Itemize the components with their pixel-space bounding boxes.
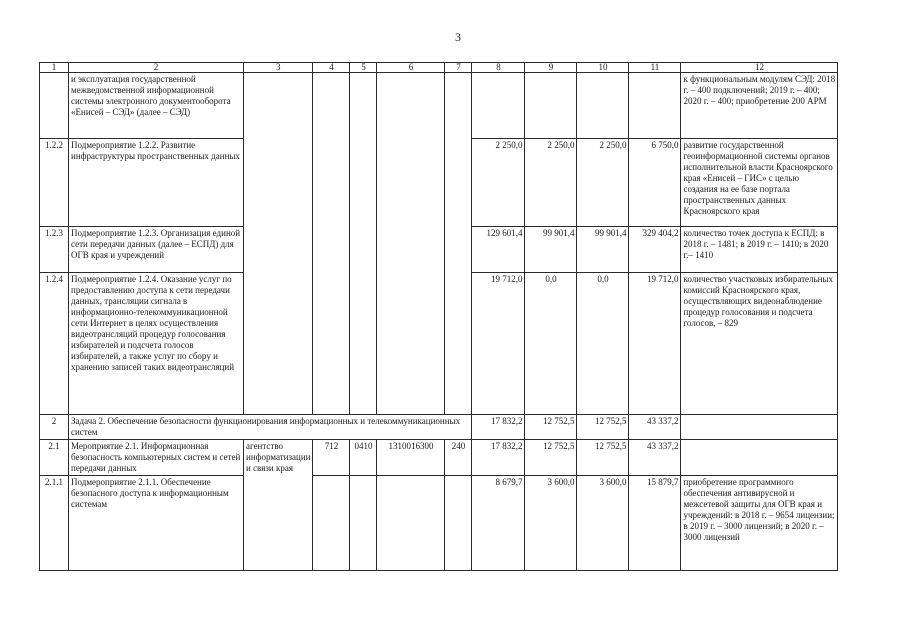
row-name: Подмероприятие 1.2.4. Оказание услуг по предоставлению доступа к сети передачи данных, трансляции сигнала в информационно-телекоммуникационной сети Интернет в целях осуществления видеотрансляций процедур голосования избирателей и подсчета голосов избирателей, а также услуг по сбору и хранению записей таких видеотрансляций [69,273,244,415]
value-2019: 3 600,0 [525,476,577,571]
header-cell: 6 [377,63,445,73]
value-total: 19 712,0 [629,273,681,415]
value-2019: 12 752,5 [525,415,577,440]
value-2019: 0,0 [525,273,577,415]
code-cell [313,476,350,571]
code-cell [350,73,377,415]
value-2020: 12 752,5 [577,440,629,476]
row-name: Подмероприятие 1.2.2. Развитие инфраструктуры пространственных данных [69,139,244,227]
value-2018: 17 832,2 [472,440,525,476]
row-number: 1.2.4 [40,273,69,415]
header-cell: 3 [244,63,313,73]
header-cell: 4 [313,63,350,73]
code-cell [313,73,350,415]
column-number-row [40,63,838,73]
program-table [39,62,838,571]
code-cell [445,73,472,415]
row-number: 2.1 [40,440,69,476]
header-cell: 7 [445,63,472,73]
row-result: приобретение программного обеспечения антивирусной и межсетевой защиты для ОГВ края и учреждений: в 2018 г. – 9654 лицензии; в 2019 г. – 3000 лицензий; в 2020 г. – 3000 лицензий [681,476,838,571]
value-2020: 3 600,0 [577,476,629,571]
code-vr: 240 [445,440,472,476]
code-gr: 712 [313,440,350,476]
table-row [40,476,838,571]
header-cell: 12 [681,63,838,73]
row-name: Подмероприятие 1.2.3. Организация единой сети передачи данных (далее – ЕСПД) для ОГВ края и учреждений [69,227,244,273]
executor-cell [244,73,313,415]
value-total [629,73,681,139]
table-row [40,415,838,440]
executor-cell: агентство информатизации и связи края [244,440,313,571]
table-row [40,440,838,476]
code-cell [377,73,445,415]
row-result: к функциональным модулям СЭД: 2018 г. – 400 подключений; 2019 г. – 400; 2020 г. – 400; приобретение 200 АРМ [681,73,838,139]
value-2020: 2 250,0 [577,139,629,227]
header-cell: 11 [629,63,681,73]
value-2020: 12 752,5 [577,415,629,440]
row-name: Задача 2. Обеспечение безопасности функционирования информационных и телекоммуникационных систем [69,415,472,440]
value-2019: 2 250,0 [525,139,577,227]
value-2019: 99 901,4 [525,227,577,273]
value-2018: 8 679,7 [472,476,525,571]
code-cell [445,476,472,571]
value-2020 [577,73,629,139]
row-result: развитие государственной геоинформационной системы органов исполнительной власти Красноярского края «Енисей – ГИС» с целью создания на ее базе портала пространственных данных Красноярского края [681,139,838,227]
row-number: 2.1.1 [40,476,69,571]
code-csr: 1310016300 [377,440,445,476]
value-2018 [472,73,525,139]
code-cell [350,476,377,571]
value-2018: 19 712,0 [472,273,525,415]
value-2019: 12 752,5 [525,440,577,476]
value-total: 15 879,7 [629,476,681,571]
value-2020: 99 901,4 [577,227,629,273]
value-total: 43 337,2 [629,440,681,476]
value-2020: 0,0 [577,273,629,415]
row-result [681,440,838,476]
row-number [40,73,69,139]
value-total: 6 750,0 [629,139,681,227]
table-row [40,73,838,139]
row-name: и эксплуатация государственной межведомственной информационной системы электронного документооборота «Енисей – СЭД» (далее – СЭД) [69,73,244,139]
value-total: 329 404,2 [629,227,681,273]
row-result: количество участковых избирательных комиссий Красноярского края, осуществляющих видеонаблюдение процедур голосования и подсчета голосов, – 829 [681,273,838,415]
value-2018: 2 250,0 [472,139,525,227]
header-cell: 8 [472,63,525,73]
row-number: 2 [40,415,69,440]
code-cell [377,476,445,571]
header-cell: 1 [40,63,69,73]
value-total: 43 337,2 [629,415,681,440]
header-cell: 2 [69,63,244,73]
code-rz: 0410 [350,440,377,476]
header-cell: 9 [525,63,577,73]
value-2018: 17 832,2 [472,415,525,440]
row-result [681,415,838,440]
row-number: 1.2.3 [40,227,69,273]
value-2019 [525,73,577,139]
row-number: 1.2.2 [40,139,69,227]
header-cell: 5 [350,63,377,73]
row-name: Подмероприятие 2.1.1. Обеспечение безопасного доступа к информационным системам [69,476,244,571]
header-cell: 10 [577,63,629,73]
row-name: Мероприятие 2.1. Информационная безопасность компьютерных систем и сетей передачи данных [69,440,244,476]
row-result: количество точек доступа к ЕСПД: в 2018 г. – 1481; в 2019 г. – 1410; в 2020 г.– 1410 [681,227,838,273]
page-number: 3 [455,30,461,44]
value-2018: 129 601,4 [472,227,525,273]
